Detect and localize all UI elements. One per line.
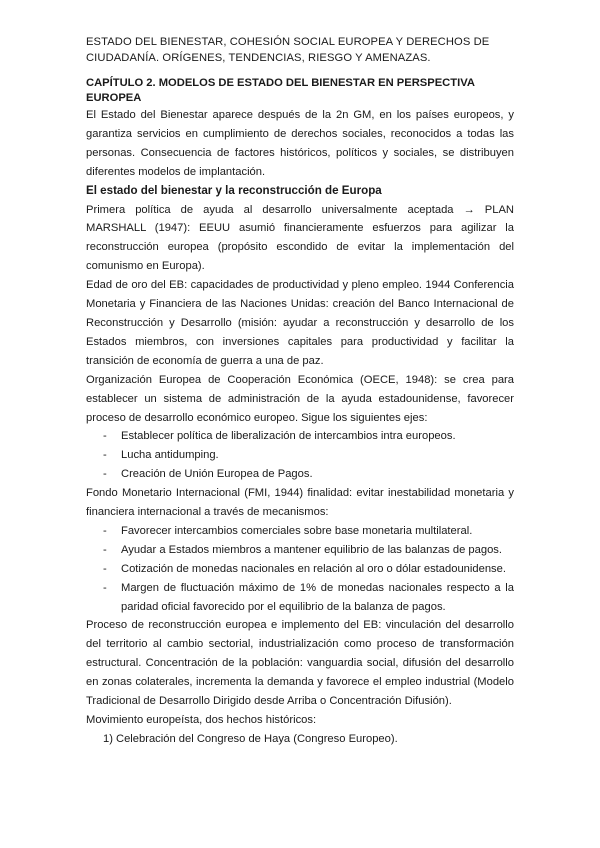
fmi-paragraph: Fondo Monetario Internacional (FMI, 1944) finalidad: evitar inestabilidad monetaria y financiera internacional a través de mecanismos: — [86, 487, 514, 519]
list-item-text: Celebración del Congreso de Haya (Congreso Europeo). — [116, 732, 398, 745]
document-page — [86, 34, 514, 749]
fmi-list — [86, 522, 514, 617]
marshall-paragraph: Primera política de ayuda al desarrollo universalmente aceptada → PLAN MARSHALL (1947): EEUU asumió financieramente esfuerzos para agilizar la reconstrucción europea (propósito escondido de evitar la implementación del comunismo en Europa). — [86, 203, 514, 273]
oece-paragraph: Organización Europea de Cooperación Económica (OECE, 1948): se crea para establecer un sistema de administración de la ayuda estadounidense, favorecer proceso de desarrollo económico europeo. Sigue los siguientes ejes: — [86, 373, 514, 424]
list-item: - Cotización de monedas nacionales en relación al oro o dólar estadounidense. — [121, 560, 514, 579]
intro-paragraph: El Estado del Bienestar aparece después de la 2n GM, en los países europeos, y garantiza servicios en cumplimiento de derechos sociales, reconocidos a todas las personas. Consecuencia de factores históricos, políticos y sociales, se distribuyen diferentes modelos de implantación. — [86, 109, 514, 178]
list-number: 1) — [103, 732, 113, 745]
oece-list — [86, 427, 514, 484]
edad-oro-paragraph: Edad de oro del EB: capacidades de productividad y pleno empleo. 1944 Conferencia Monetaria y Financiera de las Naciones Unidas: creación del Banco Internacional de Reconstrucción y Desarrollo (misión: ayudar a reconstrucción y desarrollo de los Estados miembros, con inversiones capitales para productividad y facilitar la transición de economía de guerra a una de paz. — [86, 279, 514, 367]
movimiento-paragraph: Movimiento europeísta, dos hechos históricos: — [86, 714, 317, 726]
hechos-list — [86, 730, 514, 749]
list-item: - Establecer política de liberalización de intercambios intra europeos. — [121, 427, 514, 446]
section-heading: El estado del bienestar y la reconstrucción de Europa — [86, 183, 382, 197]
list-item: - Creación de Unión Europea de Pagos. — [121, 465, 514, 484]
proceso-paragraph: Proceso de reconstrucción europea e implemento del EB: vinculación del desarrollo del territorio al cambio sectorial, industrialización como proceso de transformación estructural. Concentración de la población: vanguardia social, difusión del desarrollo en zonas colaterales, incrementa la demanda y favorece el empleo industrial (Modelo Tradicional de Desarrollo Dirigido desde Arriba o Concentración Difusión). — [86, 619, 514, 708]
list-item: - Lucha antidumping. — [121, 446, 514, 465]
list-item: - Margen de fluctuación máximo de 1% de monedas nacionales respecto a la paridad oficial favorecido por el equilibrio de la balanza de pagos. — [121, 579, 514, 617]
document-title: ESTADO DEL BIENESTAR, COHESIÓN SOCIAL EUROPEA Y DERECHOS DE CIUDADANÍA. ORÍGENES, TENDENCIAS, RIESGO Y AMENAZAS. — [86, 36, 490, 64]
list-item: - Ayudar a Estados miembros a mantener equilibrio de las balanzas de pagos. — [121, 541, 514, 560]
list-item — [103, 730, 514, 749]
chapter-title: CAPÍTULO 2. MODELOS DE ESTADO DEL BIENESTAR EN PERSPECTIVA EUROPEA — [86, 77, 475, 104]
list-item: - Favorecer intercambios comerciales sobre base monetaria multilateral. — [121, 522, 514, 541]
